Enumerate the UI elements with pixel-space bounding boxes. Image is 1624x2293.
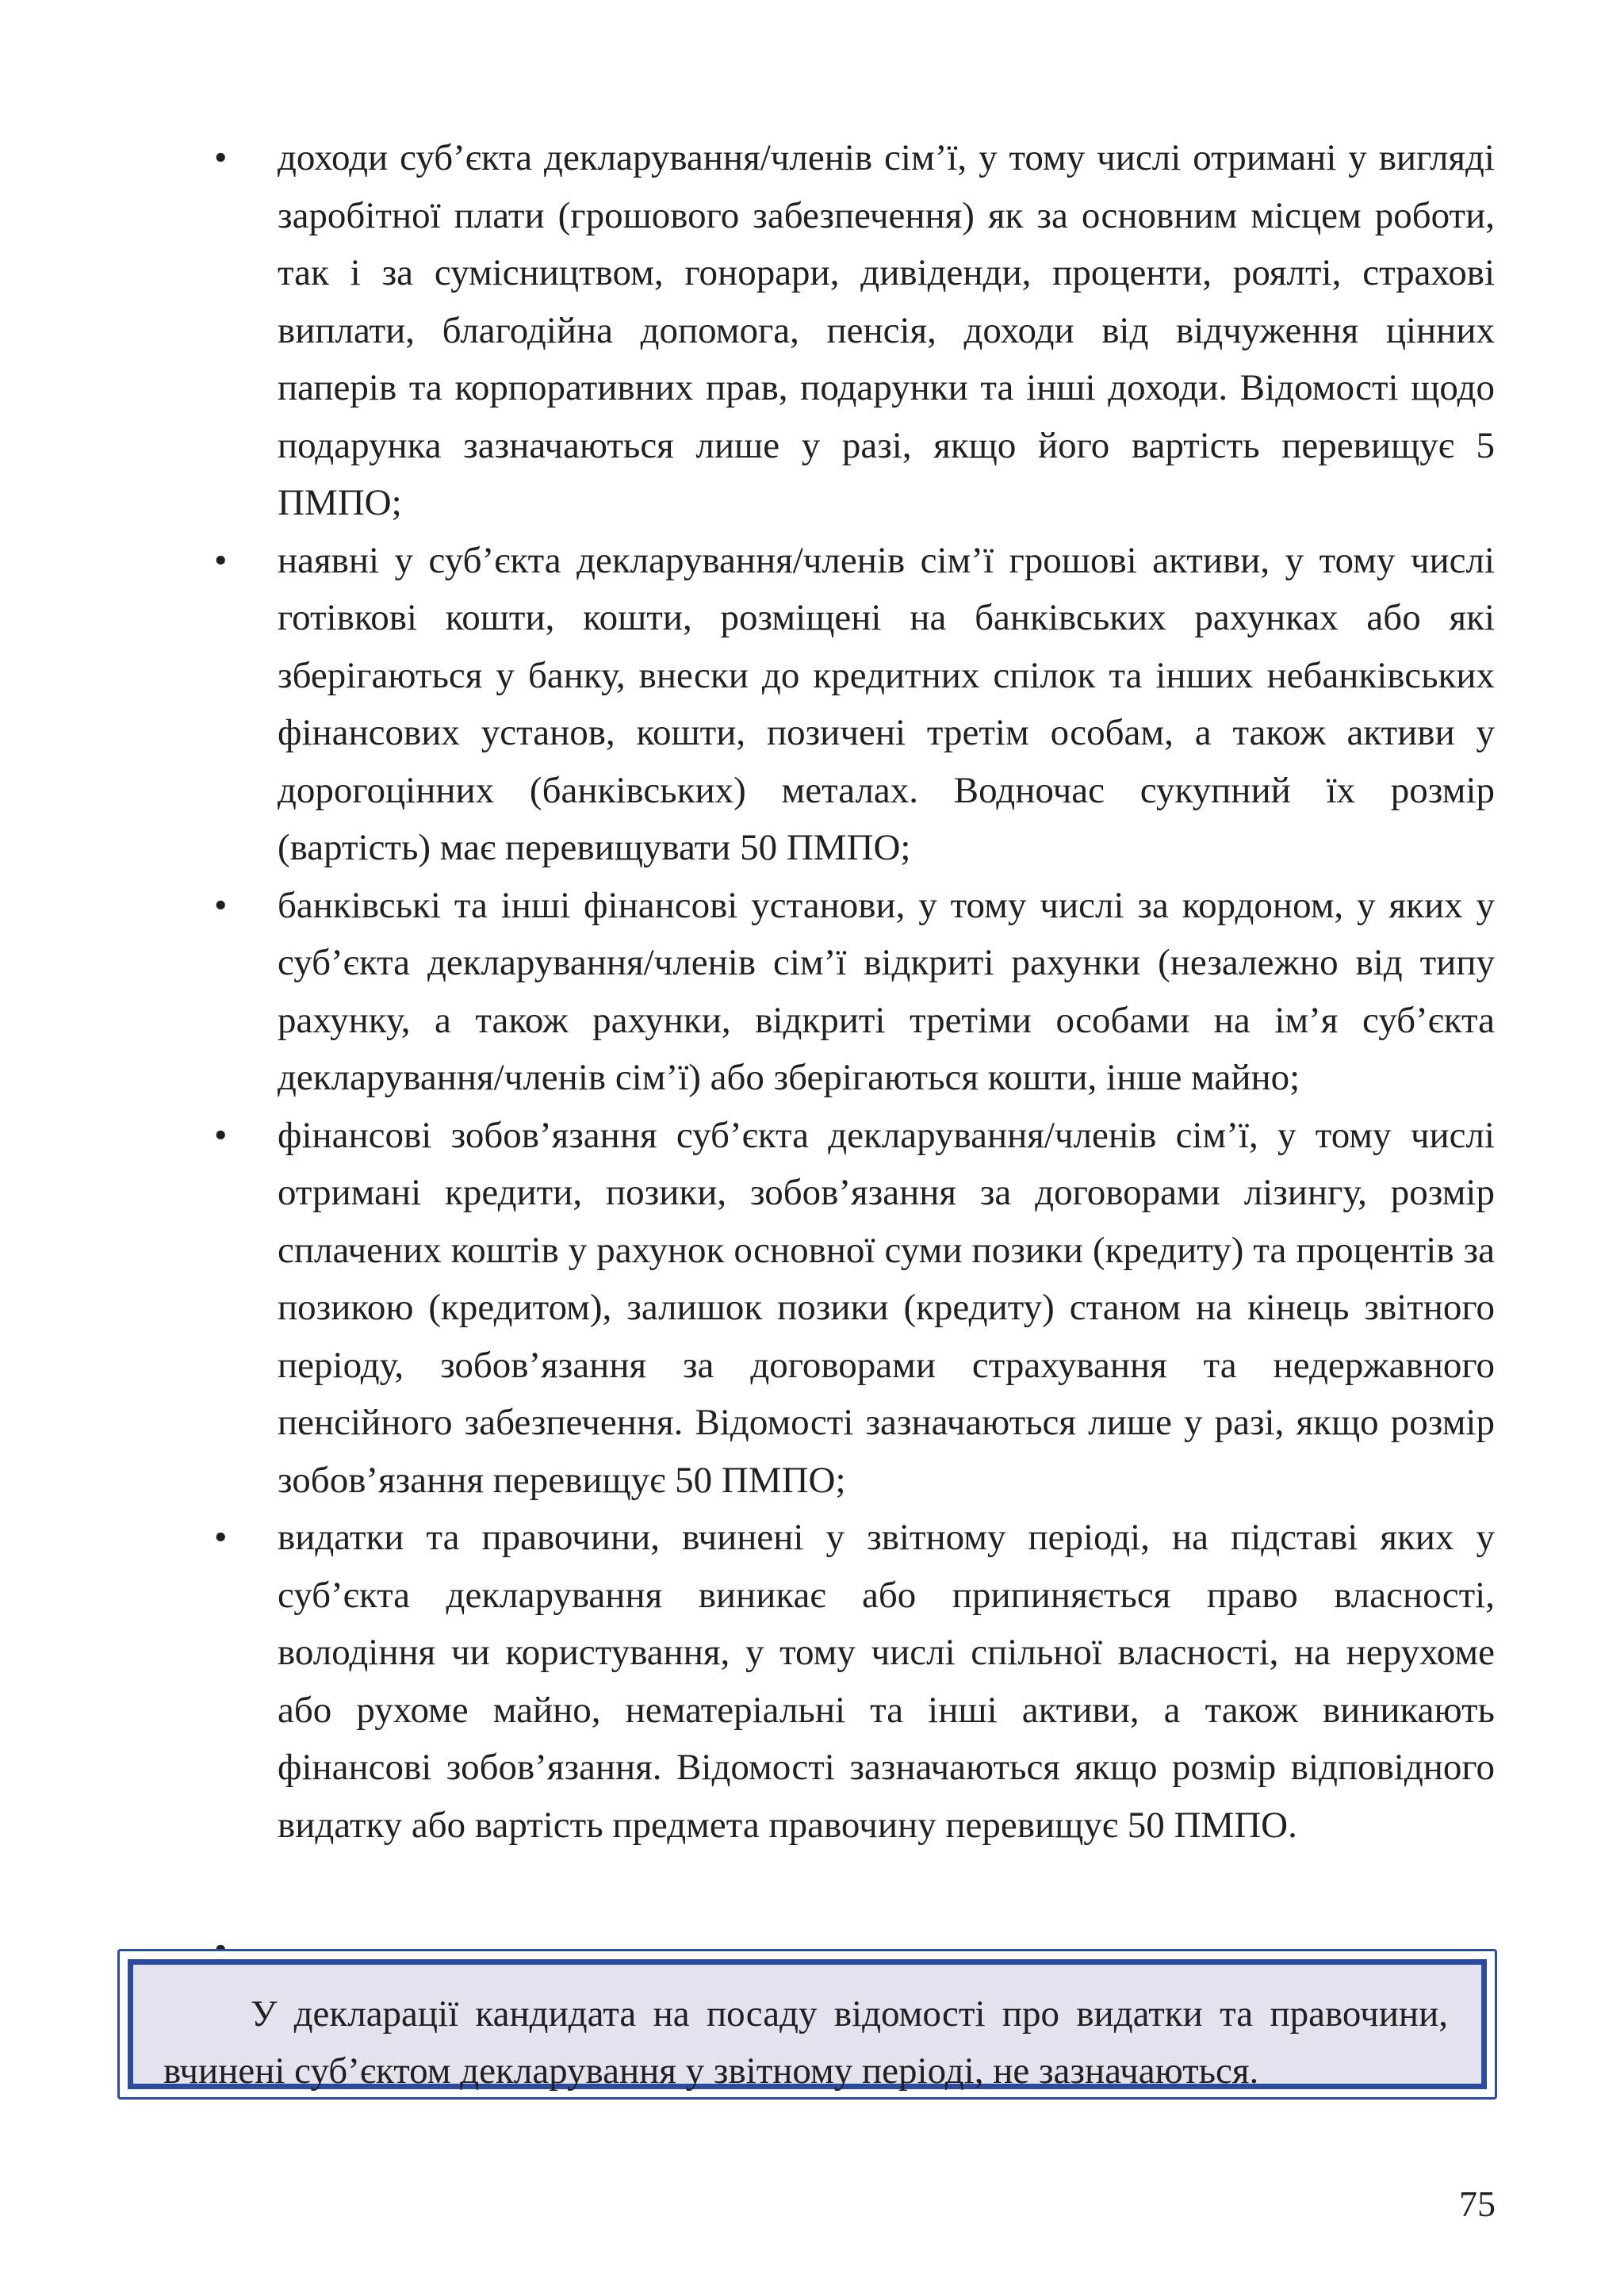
bullet-marker: •	[214, 137, 228, 178]
list-item-text: наявні у суб’єкта декларування/членів сім’ї грошові активи, у тому числі готівкові кошти, кошти, розміщені на банківських рахунках або які зберігаються у банку, внески до кредитних спілок та інших небанківських фінансових установ, кошти, позичені третім особам, а також активи у дорогоцінних (банківських) металах. Водночас сукупний їх розмір (вартість) має перевищувати 50 ПМПО;	[278, 539, 1495, 868]
note-text: У декларації кандидата на посаду відомості про видатки та правочини, вчинені суб’єктом декларування у звітному періоді, не зазначаються.	[163, 1993, 1448, 2092]
list-item-financial-institutions	[214, 877, 1495, 1107]
bullet-marker: •	[214, 1114, 228, 1156]
list-item-text: фінансові зобов’язання суб’єкта декларування/членів сім’ї, у тому числі отримані кредити, позики, зобов’язання за договорами лізингу, розмір сплачених коштів у рахунок основної суми позики (кредиту) та процентів за позикою (кредитом), залишок позики (кредиту) станом на кінець звітного періоду, зобов’язання за договорами страхування та недержавного пенсійного забезпечення. Відомості зазначаються лише у разі, якщо розмір зобов’язання перевищує 50 ПМПО;	[278, 1114, 1495, 1501]
bullet-marker: •	[214, 1517, 228, 1558]
list-item-income	[214, 129, 1495, 532]
bullet-list	[214, 129, 1495, 1854]
note-box	[117, 1949, 1497, 2100]
list-item-monetary-assets	[214, 532, 1495, 877]
note-box-inner	[128, 1959, 1487, 2092]
list-item-text: банківські та інші фінансові установи, у тому числі за кордоном, у яких у суб’єкта декларування/членів сім’ї відкриті рахунки (незалежно від типу рахунку, а також рахунки, відкриті третіми особами на ім’я суб’єкта декларування/членів сім’ї) або зберігаються кошти, інше майно;	[278, 884, 1495, 1098]
page-number: 75	[1459, 2184, 1496, 2224]
list-item-expenses-transactions	[214, 1509, 1495, 1854]
list-item-text: доходи суб’єкта декларування/членів сім’ї, у тому числі отримані у вигляді заробітної плати (грошового забезпечення) як за основним місцем роботи, так і за сумісництвом, гонорари, дивіденди, проценти, роялті, страхові виплати, благодійна допомога, пенсія, доходи від відчуження цінних паперів та корпоративних прав, подарунки та інші доходи. Відомості щодо подарунка зазначаються лише у разі, якщо його вартість перевищує 5 ПМПО;	[278, 137, 1495, 523]
list-item-financial-obligations	[214, 1107, 1495, 1510]
bullet-marker: •	[214, 884, 228, 926]
bullet-marker: •	[214, 539, 228, 581]
list-item-text: видатки та правочини, вчинені у звітному періоді, на підставі яких у суб’єкта декларування виникає або припиняється право власності, володіння чи користування, у тому числі спільної власності, на нерухоме або рухоме майно, нематеріальні та інші активи, а також виникають фінансові зобов’язання. Відомості зазначаються якщо розмір відповідного видатку або вартість предмета правочину перевищує 50 ПМПО.	[278, 1517, 1495, 1846]
